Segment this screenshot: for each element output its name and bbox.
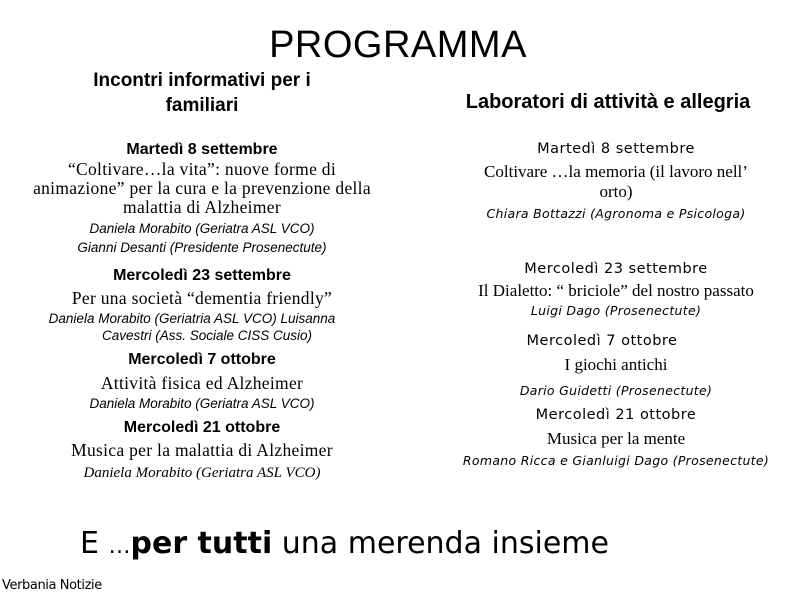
right-event-3 xyxy=(436,331,796,401)
right-event-1 xyxy=(436,139,796,224)
event-date: Mercoledì 23 settembre xyxy=(113,267,291,284)
left-event-2 xyxy=(0,265,404,344)
event-topic-line: I giochi antichi xyxy=(564,355,668,374)
event-speaker: Chiara Bottazzi (Agronoma e Psicologa) xyxy=(486,206,746,221)
event-speaker: Daniela Morabito (Geriatria ASL VCO) Luisanna xyxy=(48,311,336,326)
footer-tagline xyxy=(80,524,609,567)
event-date: Mercoledì 7 ottobre xyxy=(526,333,678,349)
event-speaker: Daniela Morabito (Geriatra ASL VCO) xyxy=(89,221,315,236)
footer-emphasis: per tutti xyxy=(130,526,273,561)
footer-ellipsis: … xyxy=(108,534,131,559)
event-topic-line: Per una società “dementia friendly” xyxy=(71,288,333,308)
event-date: Martedì 8 settembre xyxy=(126,141,278,158)
source-credit: Verbania Notizie xyxy=(2,578,102,593)
event-topic-line: “Coltivare…la vita”: nuove forme di xyxy=(67,159,337,179)
event-topic-line: Coltivare …la memoria (il lavoro nell’ xyxy=(484,162,748,181)
event-speaker: Romano Ricca e Gianluigi Dago (Prosenectute) xyxy=(462,453,770,468)
event-speaker: Dario Guidetti (Prosenectute) xyxy=(519,383,713,398)
event-speaker: Daniela Morabito (Geriatra ASL VCO) xyxy=(83,465,321,481)
left-event-3 xyxy=(0,349,404,413)
right-event-2 xyxy=(436,259,796,321)
event-topic-line: animazione” per la cura e la prevenzione della xyxy=(33,178,371,198)
event-date: Mercoledì 21 ottobre xyxy=(535,407,697,423)
left-event-4 xyxy=(0,417,404,483)
event-topic-line: malattia di Alzheimer xyxy=(123,197,281,217)
left-heading-line-2: familiari xyxy=(165,95,239,116)
page-title: PROGRAMMA xyxy=(269,24,527,66)
event-topic-line: Musica per la malattia di Alzheimer xyxy=(71,440,333,460)
event-speaker: Gianni Desanti (Presidente Prosenectute) xyxy=(77,240,327,255)
left-heading-line-1: Incontri informativi per i xyxy=(93,70,311,91)
event-speaker: Cavestri (Ass. Sociale CISS Cusio) xyxy=(101,328,313,343)
footer-rest: una merenda insieme xyxy=(272,526,609,561)
event-topic-line: Attività fisica ed Alzheimer xyxy=(100,373,304,393)
footer-prefix: E xyxy=(80,526,109,561)
right-column-heading: Laboratori di attività e allegria xyxy=(465,91,751,113)
right-event-4 xyxy=(436,405,796,471)
left-event-1 xyxy=(0,139,404,257)
event-date: Mercoledì 7 ottobre xyxy=(128,351,276,368)
event-date: Mercoledì 23 settembre xyxy=(524,261,708,277)
event-date: Mercoledì 21 ottobre xyxy=(123,419,281,436)
event-speaker: Luigi Dago (Prosenectute) xyxy=(530,303,702,318)
event-topic-line: Il Dialetto: “ briciole” del nostro passato xyxy=(478,281,754,300)
left-column-heading xyxy=(0,68,404,118)
event-topic-line: orto) xyxy=(599,182,633,201)
event-speaker: Daniela Morabito (Geriatra ASL VCO) xyxy=(89,396,315,411)
event-topic-line: Musica per la mente xyxy=(546,429,686,448)
event-date: Martedì 8 settembre xyxy=(537,141,695,157)
